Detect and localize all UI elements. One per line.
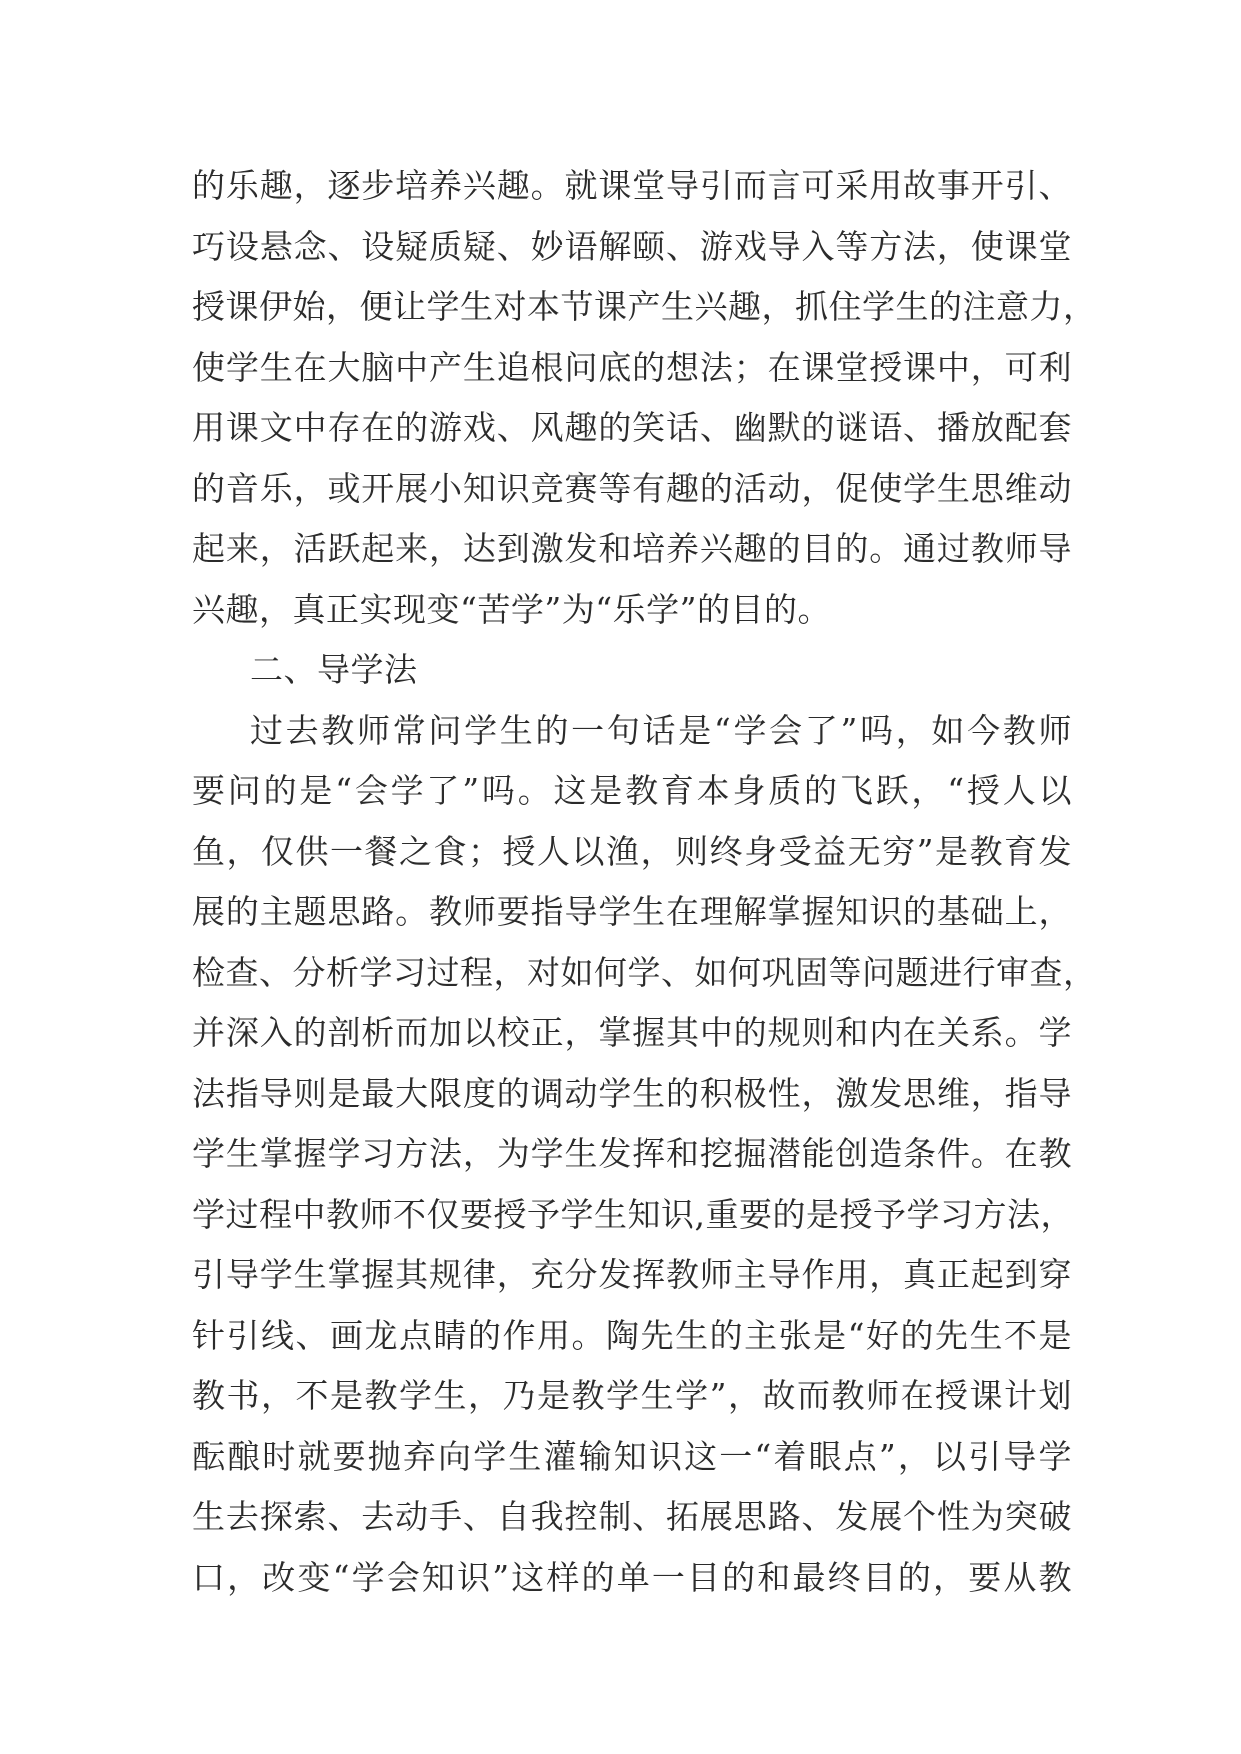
body-text bbox=[192, 156, 1097, 1608]
text-line: 引导学生掌握其规律，充分发挥教师主导作用，真正起到穿 bbox=[192, 1255, 1072, 1294]
text-line: 法指导则是最大限度的调动学生的积极性，激发思维，指导 bbox=[192, 1073, 1072, 1113]
text-line: 用课文中存在的游戏、风趣的笑话、幽默的谜语、播放配套 bbox=[192, 408, 1072, 447]
text-line: 并深入的剖析而加以校正，掌握其中的规则和内在关系。学 bbox=[192, 1013, 1072, 1052]
text-line: 学过程中教师不仅要授予学生知识,重要的是授予学习方法， bbox=[192, 1194, 1074, 1234]
text-line: 过去教师常问学生的一句话是“学会了”吗，如今教师 bbox=[250, 710, 1072, 750]
text-line: 展的主题思路。教师要指导学生在理解掌握知识的基础上， bbox=[192, 892, 1072, 931]
text-line: 要问的是“会学了”吗。这是教育本身质的飞跃，“授人以 bbox=[192, 771, 1072, 810]
text-line: 兴趣，真正实现变“苦学”为“乐学”的目的。 bbox=[192, 589, 831, 629]
text-line: 针引线、画龙点睛的作用。陶先生的主张是“好的先生不是 bbox=[192, 1315, 1072, 1355]
text-line: 鱼，仅供一餐之食；授人以渔，则终身受益无穷”是教育发 bbox=[192, 831, 1072, 871]
text-line: 的音乐，或开展小知识竞赛等有趣的活动，促使学生思维动 bbox=[192, 468, 1072, 508]
text-line: 口，改变“学会知识”这样的单一目的和最终目的，要从教 bbox=[192, 1557, 1072, 1597]
text-line: 使学生在大脑中产生追根问底的想法；在课堂授课中，可利 bbox=[192, 347, 1072, 387]
text-line: 教书，不是教学生，乃是教学生学”，故而教师在授课计划 bbox=[192, 1376, 1072, 1415]
text-line: 生去探索、去动手、自我控制、拓展思路、发展个性为突破 bbox=[192, 1497, 1072, 1536]
text-line: 学生掌握学习方法，为学生发挥和挖掘潜能创造条件。在教 bbox=[192, 1134, 1072, 1173]
section-heading: 二、导学法 bbox=[250, 650, 418, 689]
text-line: 检查、分析学习过程，对如何学、如何巩固等问题进行审查， bbox=[192, 952, 1097, 992]
text-line: 授课伊始，便让学生对本节课产生兴趣，抓住学生的注意力， bbox=[192, 287, 1097, 326]
text-line: 起来，活跃起来，达到激发和培养兴趣的目的。通过教师导 bbox=[192, 529, 1072, 568]
text-line: 酝酿时就要抛弃向学生灌输知识这一“着眼点”，以引导学 bbox=[192, 1436, 1072, 1476]
text-line: 巧设悬念、设疑质疑、妙语解颐、游戏导入等方法，使课堂 bbox=[192, 226, 1072, 266]
text-line: 的乐趣，逐步培养兴趣。就课堂导引而言可采用故事开引、 bbox=[192, 166, 1072, 205]
